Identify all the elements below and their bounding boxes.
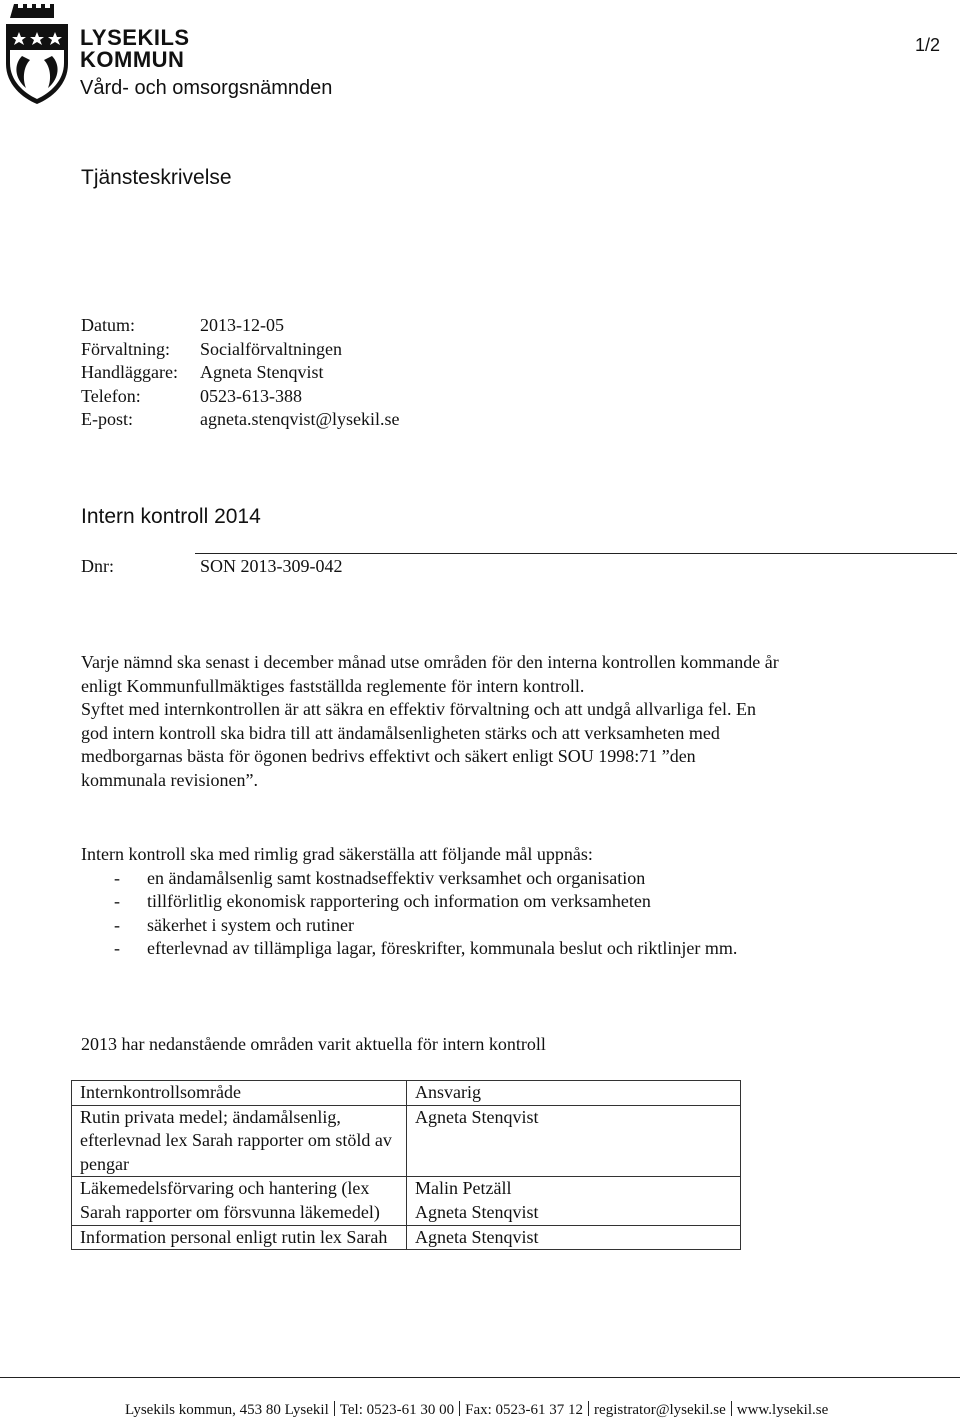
list-item-text: säkerhet i system och rutiner: [147, 914, 354, 935]
meta-label: Förvaltning:: [81, 338, 170, 359]
intro-section: [81, 651, 781, 793]
bullet-dash: -: [114, 938, 120, 959]
footer-email-link[interactable]: registrator@lysekil.se: [594, 1402, 726, 1418]
page-number: 1/2: [914, 35, 940, 55]
meta-label: Datum:: [81, 315, 135, 335]
document-type-title: Tjänsteskrivelse: [81, 166, 232, 189]
registration-number: [81, 556, 343, 577]
bullet-dash: -: [114, 891, 120, 912]
control-areas-table: [71, 1080, 741, 1250]
meta-value: Agneta Stenqvist: [200, 362, 324, 382]
meta-label: Handläggare:: [81, 362, 178, 382]
table-cell: Läkemedelsförvaring och hantering (lex Sarah rapporter om försvunna läkemedel): [72, 1177, 407, 1225]
table-cell: Agneta Stenqvist: [407, 1225, 741, 1250]
paragraph: Syftet med internkontrollen är att säkra en effektiv förvaltning och att undgå allvarliga fel. En god intern kontroll ska bidra till att ändamålsenligheten stärks och att verksamheten med medborgarnas bästa för ögonen bedrivs effektivt och säkert enligt SOU 1998:71 ”den kommunala revisionen”.: [81, 699, 756, 790]
divider: [195, 553, 957, 554]
meta-row-email: [81, 408, 400, 432]
metadata-block: [81, 314, 400, 432]
table-row: [72, 1177, 741, 1225]
table-header-cell: Ansvarig: [407, 1081, 741, 1106]
meta-label: Telefon:: [81, 385, 141, 406]
organization-name-line2: KOMMUN: [80, 47, 185, 72]
table-row: [72, 1105, 741, 1177]
meta-label: E-post:: [81, 409, 133, 429]
bullet-dash: -: [114, 914, 120, 935]
footer-divider: [0, 1377, 960, 1378]
table-header-row: [72, 1081, 741, 1106]
table-header-cell: Internkontrollsområde: [72, 1081, 407, 1106]
dnr-label: Dnr:: [81, 556, 114, 576]
department-name: Vård- och omsorgsnämnden: [80, 77, 333, 99]
table-cell: Malin Petzäll Agneta Stenqvist: [407, 1177, 741, 1225]
meta-row-phone: [81, 385, 400, 409]
list-item: [81, 937, 781, 961]
goals-section: [81, 843, 781, 961]
list-item-text: en ändamålsenlig samt kostnadseffektiv verksamhet och organisation: [147, 867, 646, 888]
list-item-text: tillförlitlig ekonomisk rapportering och information om verksamheten: [147, 891, 651, 912]
coat-of-arms-icon: [2, 2, 72, 106]
organization-name-line1: LYSEKILS: [80, 25, 190, 50]
table-intro: 2013 har nedanstående områden varit aktuella för intern kontroll: [81, 1034, 546, 1054]
meta-row-administration: [81, 338, 400, 362]
meta-row-date: [81, 314, 400, 338]
list-item: [81, 890, 781, 914]
footer-web-link[interactable]: www.lysekil.se: [736, 1402, 829, 1418]
footer-separator: [334, 1401, 335, 1416]
footer-fax: Fax: 0523-61 37 12: [465, 1402, 584, 1418]
footer-separator: [588, 1401, 589, 1416]
dnr-value: SON 2013-309-042: [200, 556, 343, 576]
table-row: [72, 1225, 741, 1250]
meta-value: agneta.stenqvist@lysekil.se: [200, 409, 400, 429]
table-cell: Rutin privata medel; ändamålsenlig, efterlevnad lex Sarah rapporter om stöld av pengar: [72, 1105, 407, 1177]
table-cell: Agneta Stenqvist: [407, 1105, 741, 1177]
list-item: [81, 867, 781, 891]
goals-list: [81, 867, 781, 961]
footer-address: Lysekils kommun, 453 80 Lysekil: [125, 1402, 329, 1418]
footer: [125, 1401, 828, 1419]
table-cell: Information personal enligt rutin lex Sarah: [72, 1225, 407, 1250]
meta-value: Socialförvaltningen: [200, 338, 342, 359]
meta-value: 0523-613-388: [200, 385, 302, 406]
organization-name: [80, 27, 190, 71]
list-item-text: efterlevnad av tillämpliga lagar, föreskrifter, kommunala beslut och riktlinjer mm.: [147, 938, 738, 959]
paragraph: Varje nämnd ska senast i december månad utse områden för den interna kontrollen kommande år enligt Kommunfullmäktiges fastställda reglemente för intern kontroll.: [81, 652, 779, 696]
list-item: [81, 914, 781, 938]
subject-heading: Intern kontroll 2014: [81, 505, 261, 528]
footer-phone: Tel: 0523-61 30 00: [339, 1402, 455, 1418]
bullet-dash: -: [114, 867, 120, 888]
footer-separator: [459, 1401, 460, 1416]
meta-value: 2013-12-05: [200, 315, 284, 335]
paragraph: Intern kontroll ska med rimlig grad säkerställa att följande mål uppnås:: [81, 844, 593, 864]
footer-separator: [731, 1401, 732, 1416]
meta-row-handler: [81, 361, 400, 385]
